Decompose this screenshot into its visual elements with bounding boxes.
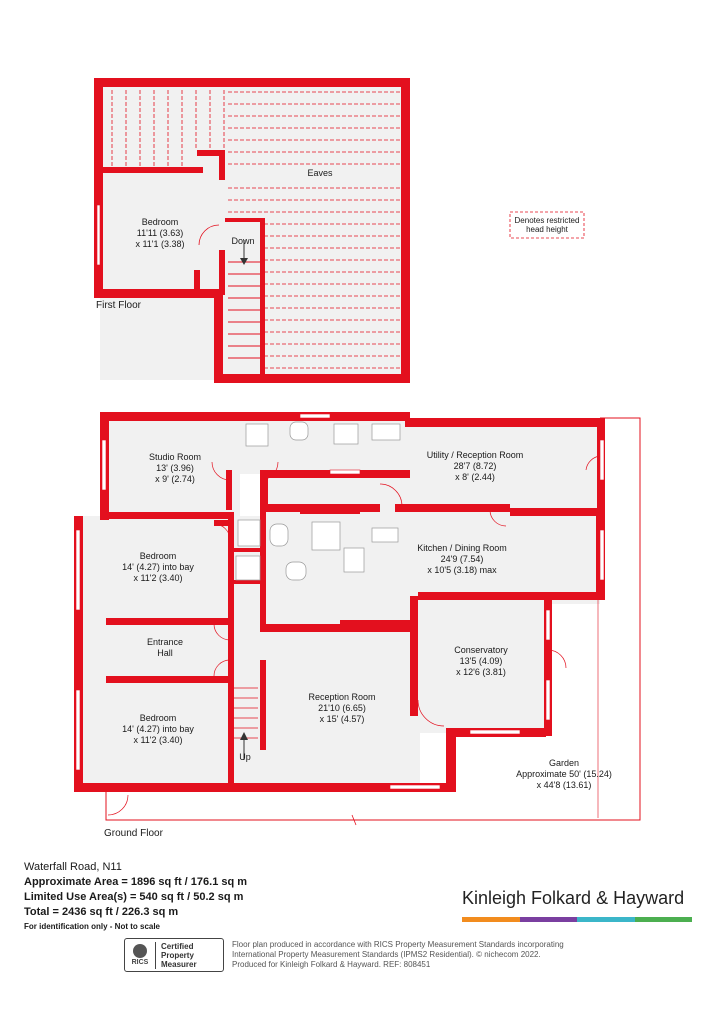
- rics-badge: [124, 938, 224, 972]
- bedroom-ff-dim1: 11'11 (3.63): [136, 228, 184, 238]
- kitchen-dim1: 24'9 (7.54): [440, 554, 484, 564]
- bedroom2-dim2: x 11'2 (3.40): [133, 735, 183, 745]
- brand-color-bar: [462, 917, 692, 922]
- rics-logo: [125, 940, 155, 970]
- total-area: Total = 2436 sq ft / 226.3 sq m: [24, 906, 179, 918]
- entrance-name2: Hall: [157, 648, 173, 658]
- studio-dim2: x 9' (2.74): [155, 474, 195, 484]
- measurement-note: [232, 940, 592, 970]
- garden-dim1: Approximate 50' (15.24): [516, 769, 612, 779]
- kitchen-name: Kitchen / Dining Room: [417, 543, 507, 553]
- brand-bar-green: [635, 917, 693, 922]
- disclaimer: For identification only - Not to scale: [24, 922, 161, 931]
- bedroom1-dim2: x 11'2 (3.40): [133, 573, 183, 583]
- garden-name: Garden: [548, 758, 580, 768]
- first-floor-window: [97, 205, 100, 265]
- up-label: Up: [239, 752, 251, 762]
- bedroom1-name: Bedroom: [139, 551, 177, 561]
- bedroom2-name: Bedroom: [139, 713, 177, 723]
- studio-dim1: 13' (3.96): [156, 463, 194, 473]
- utility-dim1: 28'7 (8.72): [453, 461, 497, 471]
- reception-dim1: 21'10 (6.65): [318, 703, 366, 713]
- property-info: [24, 860, 247, 934]
- rics-mark-icon: [133, 944, 147, 958]
- first-floor-title: First Floor: [96, 300, 141, 311]
- rics-text: [155, 942, 197, 969]
- kitchen-dim2: x 10'5 (3.18) max: [427, 565, 497, 575]
- restricted-legend-line2: head height: [526, 225, 568, 234]
- reception-name: Reception Room: [308, 692, 376, 702]
- limited-use-area: Limited Use Area(s) = 540 sq ft / 50.2 sq m: [24, 891, 244, 903]
- rics-logo-text: RICS: [131, 959, 149, 966]
- note-line3: Produced for Kinleigh Folkard & Hayward. REF: 808451: [232, 960, 431, 969]
- utility-name: Utility / Reception Room: [426, 450, 524, 460]
- entrance-name: Entrance: [146, 637, 184, 647]
- ground-floor-title: Ground Floor: [104, 828, 163, 839]
- rics-line3: Measurer: [161, 959, 197, 969]
- studio-name: Studio Room: [148, 452, 202, 462]
- rics-line1: Certified: [161, 941, 194, 951]
- rics-line2: Property: [161, 950, 194, 960]
- down-label: Down: [231, 236, 255, 246]
- note-line1: Floor plan produced in accordance with RICS Property Measurement Standards incorporating: [232, 940, 564, 949]
- brand-name: Kinleigh Folkard & Hayward: [462, 888, 685, 908]
- brand-bar-orange: [462, 917, 520, 922]
- bedroom1-dim1: 14' (4.27) into bay: [122, 562, 194, 572]
- bedroom2-dim1: 14' (4.27) into bay: [122, 724, 194, 734]
- brand-bar-purple: [520, 917, 578, 922]
- conservatory-name: Conservatory: [454, 645, 508, 655]
- reception-dim2: x 15' (4.57): [319, 714, 365, 724]
- garden-dim2: x 44'8 (13.61): [536, 780, 592, 790]
- bedroom-ff-name: Bedroom: [141, 217, 179, 227]
- restricted-legend-line1: Denotes restricted: [514, 216, 580, 225]
- address: Waterfall Road, N11: [24, 861, 122, 873]
- conservatory-dim1: 13'5 (4.09): [459, 656, 503, 666]
- eaves-label: Eaves: [307, 168, 333, 178]
- utility-dim2: x 8' (2.44): [455, 472, 495, 482]
- brand-bar-teal: [577, 917, 635, 922]
- note-line2: International Property Measurement Standards (IPMS2 Residential). © nichecom 2022.: [232, 950, 541, 959]
- approximate-area: Approximate Area = 1896 sq ft / 176.1 sq m: [24, 876, 248, 888]
- conservatory-dim2: x 12'6 (3.81): [456, 667, 506, 677]
- bedroom-ff-dim2: x 11'1 (3.38): [135, 239, 185, 249]
